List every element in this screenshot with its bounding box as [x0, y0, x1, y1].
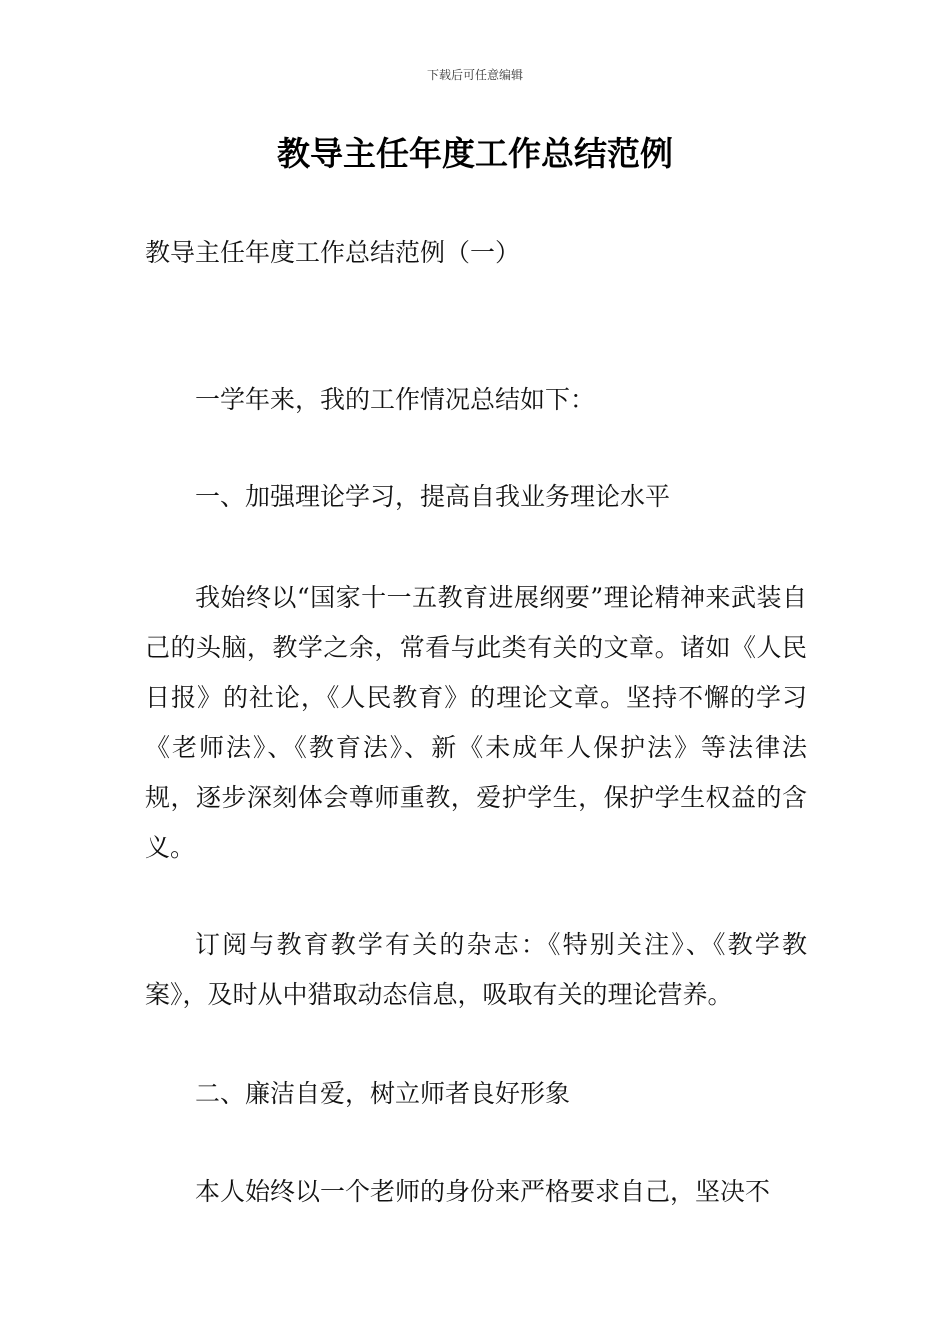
paragraph-magazines: 订阅与教育教学有关的杂志：《特别关注》、《教学教案》，及时从中猎取动态信息，吸取有关的理论营养。 — [145, 930, 807, 1009]
paragraph-study: 我始终以“国家十一五教育进展纲要”理论精神来武装自己的头脑，教学之余，常看与此类有关的文章。诸如《人民日报》的社论，《人民教育》的理论文章。坚持不懈的学习《老师法》、《教育法》、新《未成年人保护法》等法律法规，逐步深刻体会尊师重教，爱护学生，保护学生权益的含义。 — [145, 583, 807, 862]
section-heading-1: 一、加强理论学习，提高自我业务理论水平 — [195, 482, 671, 511]
section-heading-2: 二、廉洁自爱，树立师者良好形象 — [195, 1079, 571, 1108]
document-title: 教导主任年度工作总结范例 — [277, 134, 673, 173]
header-note: 下载后可任意编辑 — [426, 68, 523, 82]
document-subtitle: 教导主任年度工作总结范例（一） — [145, 238, 521, 267]
paragraph-intro: 一学年来，我的工作情况总结如下： — [195, 385, 596, 414]
paragraph-self-discipline: 本人始终以一个老师的身份来严格要求自己，坚决不 — [195, 1177, 771, 1206]
